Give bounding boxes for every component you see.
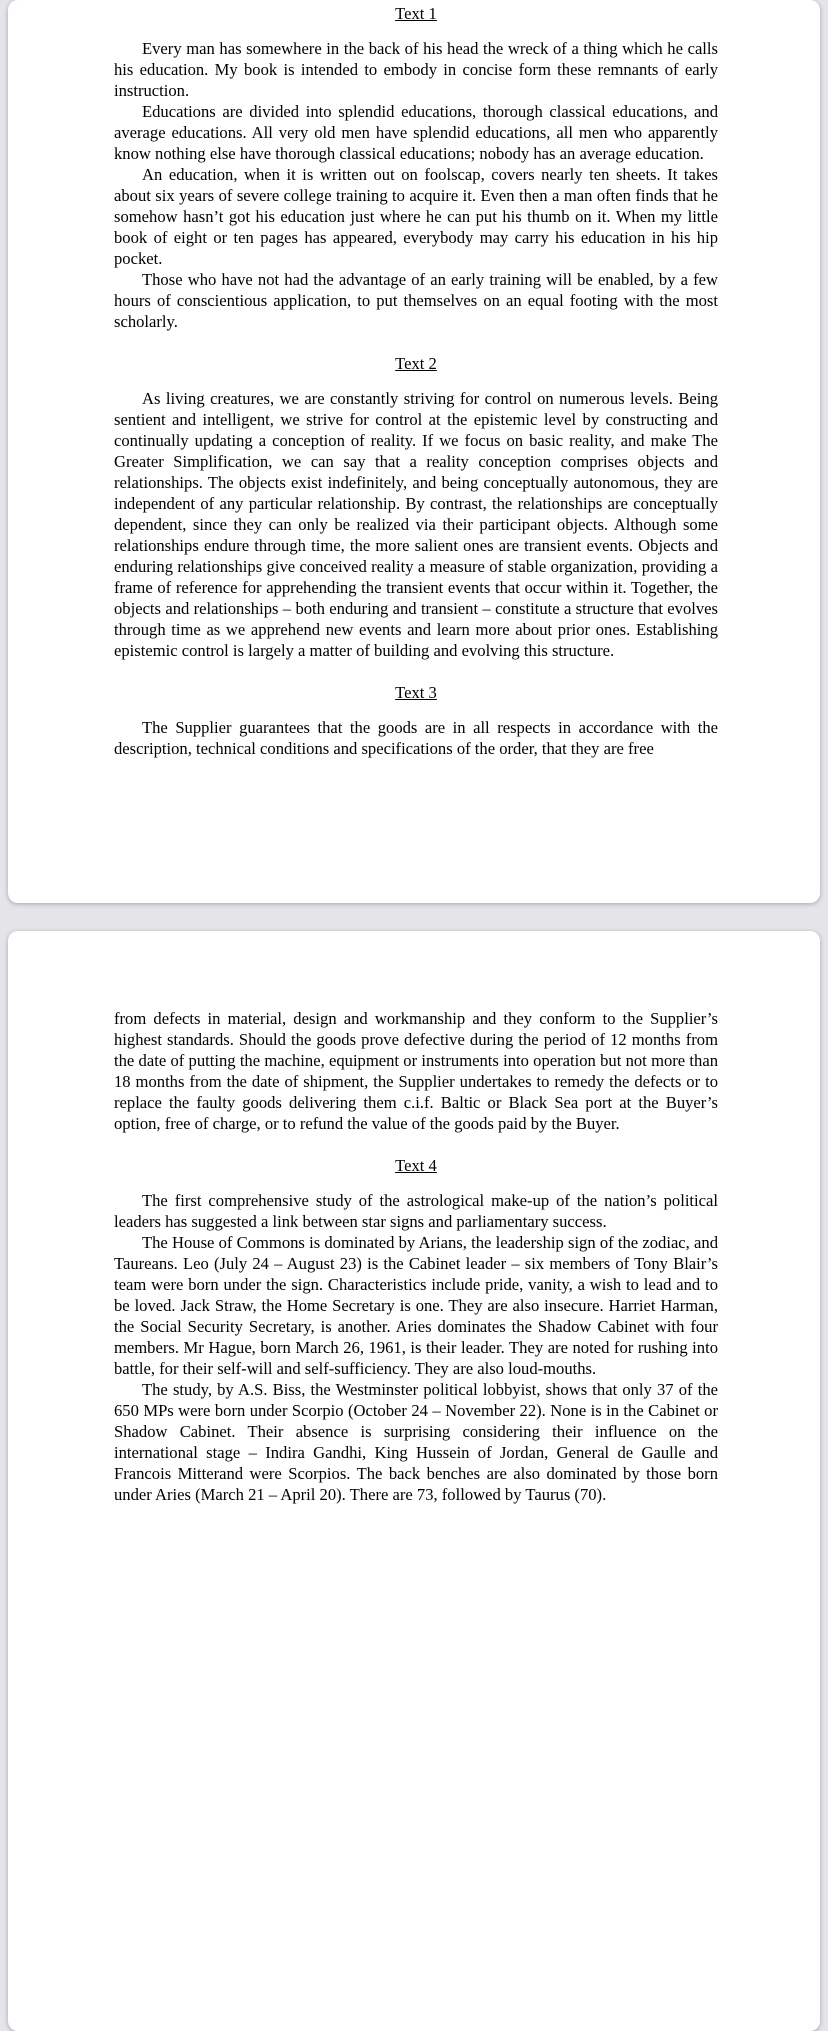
paragraph: The first comprehensive study of the astrological make-up of the nation’s political leaders has suggested a link between star signs and parliamentary success.: [114, 1191, 718, 1231]
paragraph: An education, when it is written out on foolscap, covers nearly ten sheets. It takes about six years of severe college training to acquire it. Even then a man often finds that he somehow hasn’t got his education just where he can put his thumb on it. When my little book of eight or ten pages has appeared, everybody may carry his education in his hip pocket.: [114, 165, 718, 268]
section-heading-text-1-label: Text 1: [395, 4, 437, 23]
section-heading-text-3: [114, 682, 718, 703]
section-heading-text-2: [114, 353, 718, 374]
section-heading-text-4: [114, 1155, 718, 1176]
paragraph: As living creatures, we are constantly striving for control on numerous levels. Being sentient and intelligent, we strive for control at the epistemic level by constructing and continually updating a conception of reality. If we focus on basic reality, and make The Greater Simplification, we can say that a reality conception comprises objects and relationships. The objects exist indefinitely, and being conceptually autonomous, they are independent of any particular relationship. By contrast, the relationships are conceptually dependent, since they can only be realized via their participant objects. Although some relationships endure through time, the more salient ones are transient events. Objects and enduring relationships give conceived reality a measure of stable organization, providing a frame of reference for apprehending the transient events that occur within it. Together, the objects and relationships – both enduring and transient – constitute a structure that evolves through time as we apprehend new events and learn more about prior ones. Establishing epistemic control is largely a matter of building and evolving this structure.: [114, 389, 718, 660]
paragraph: Educations are divided into splendid educations, thorough classical educations, and average educations. All very old men have splendid educations, all men who apparently know nothing else have thorough classical educations; nobody has an average education.: [114, 102, 718, 163]
section-heading-text-2-label: Text 2: [395, 354, 437, 373]
paragraph: The study, by A.S. Biss, the Westminster political lobbyist, shows that only 37 of the 650 MPs were born under Scorpio (October 24 – November 22). None is in the Cabinet or Shadow Cabinet. Their absence is surprising considering their influence on the international stage – Indira Gandhi, King Hussein of Jordan, General de Gaulle and Francois Mitterand were Scorpios. The back benches are also dominated by those born under Aries (March 21 – April 20). There are 73, followed by Taurus (70).: [114, 1380, 718, 1504]
paragraph: The Supplier guarantees that the goods are in all respects in accordance with the description, technical conditions and specifications of the order, that they are free: [114, 718, 718, 758]
page-2: [8, 931, 820, 2031]
section-heading-text-3-label: Text 3: [395, 683, 437, 702]
section-heading-text-4-label: Text 4: [395, 1156, 437, 1175]
continuation-paragraph: from defects in material, design and workmanship and they conform to the Supplier’s highest standards. Should the goods prove defective during the period of 12 months from the date of putting the machine, equipment or instruments into operation but not more than 18 months from the date of shipment, the Supplier undertakes to remedy the defects or to replace the faulty goods delivering them c.i.f. Baltic or Black Sea port at the Buyer’s option, free of charge, or to refund the value of the goods paid by the Buyer.: [114, 1009, 718, 1133]
page-1: [8, 0, 820, 903]
paragraph: Those who have not had the advantage of an early training will be enabled, by a few hours of conscientious application, to put themselves on an equal footing with the most scholarly.: [114, 270, 718, 331]
section-heading-text-1: [114, 3, 718, 24]
paragraph: Every man has somewhere in the back of his head the wreck of a thing which he calls his education. My book is intended to embody in concise form these remnants of early instruction.: [114, 39, 718, 100]
paragraph: The House of Commons is dominated by Arians, the leadership sign of the zodiac, and Taureans. Leo (July 24 – August 23) is the Cabinet leader – six members of Tony Blair’s team were born under the sign. Characteristics include pride, vanity, a wish to lead and to be loved. Jack Straw, the Home Secretary is one. They are also insecure. Harriet Harman, the Social Security Secretary, is another. Aries dominates the Shadow Cabinet with four members. Mr Hague, born March 26, 1961, is their leader. They are noted for rushing into battle, for their self-will and self-sufficiency. They are also loud-mouths.: [114, 1233, 718, 1378]
